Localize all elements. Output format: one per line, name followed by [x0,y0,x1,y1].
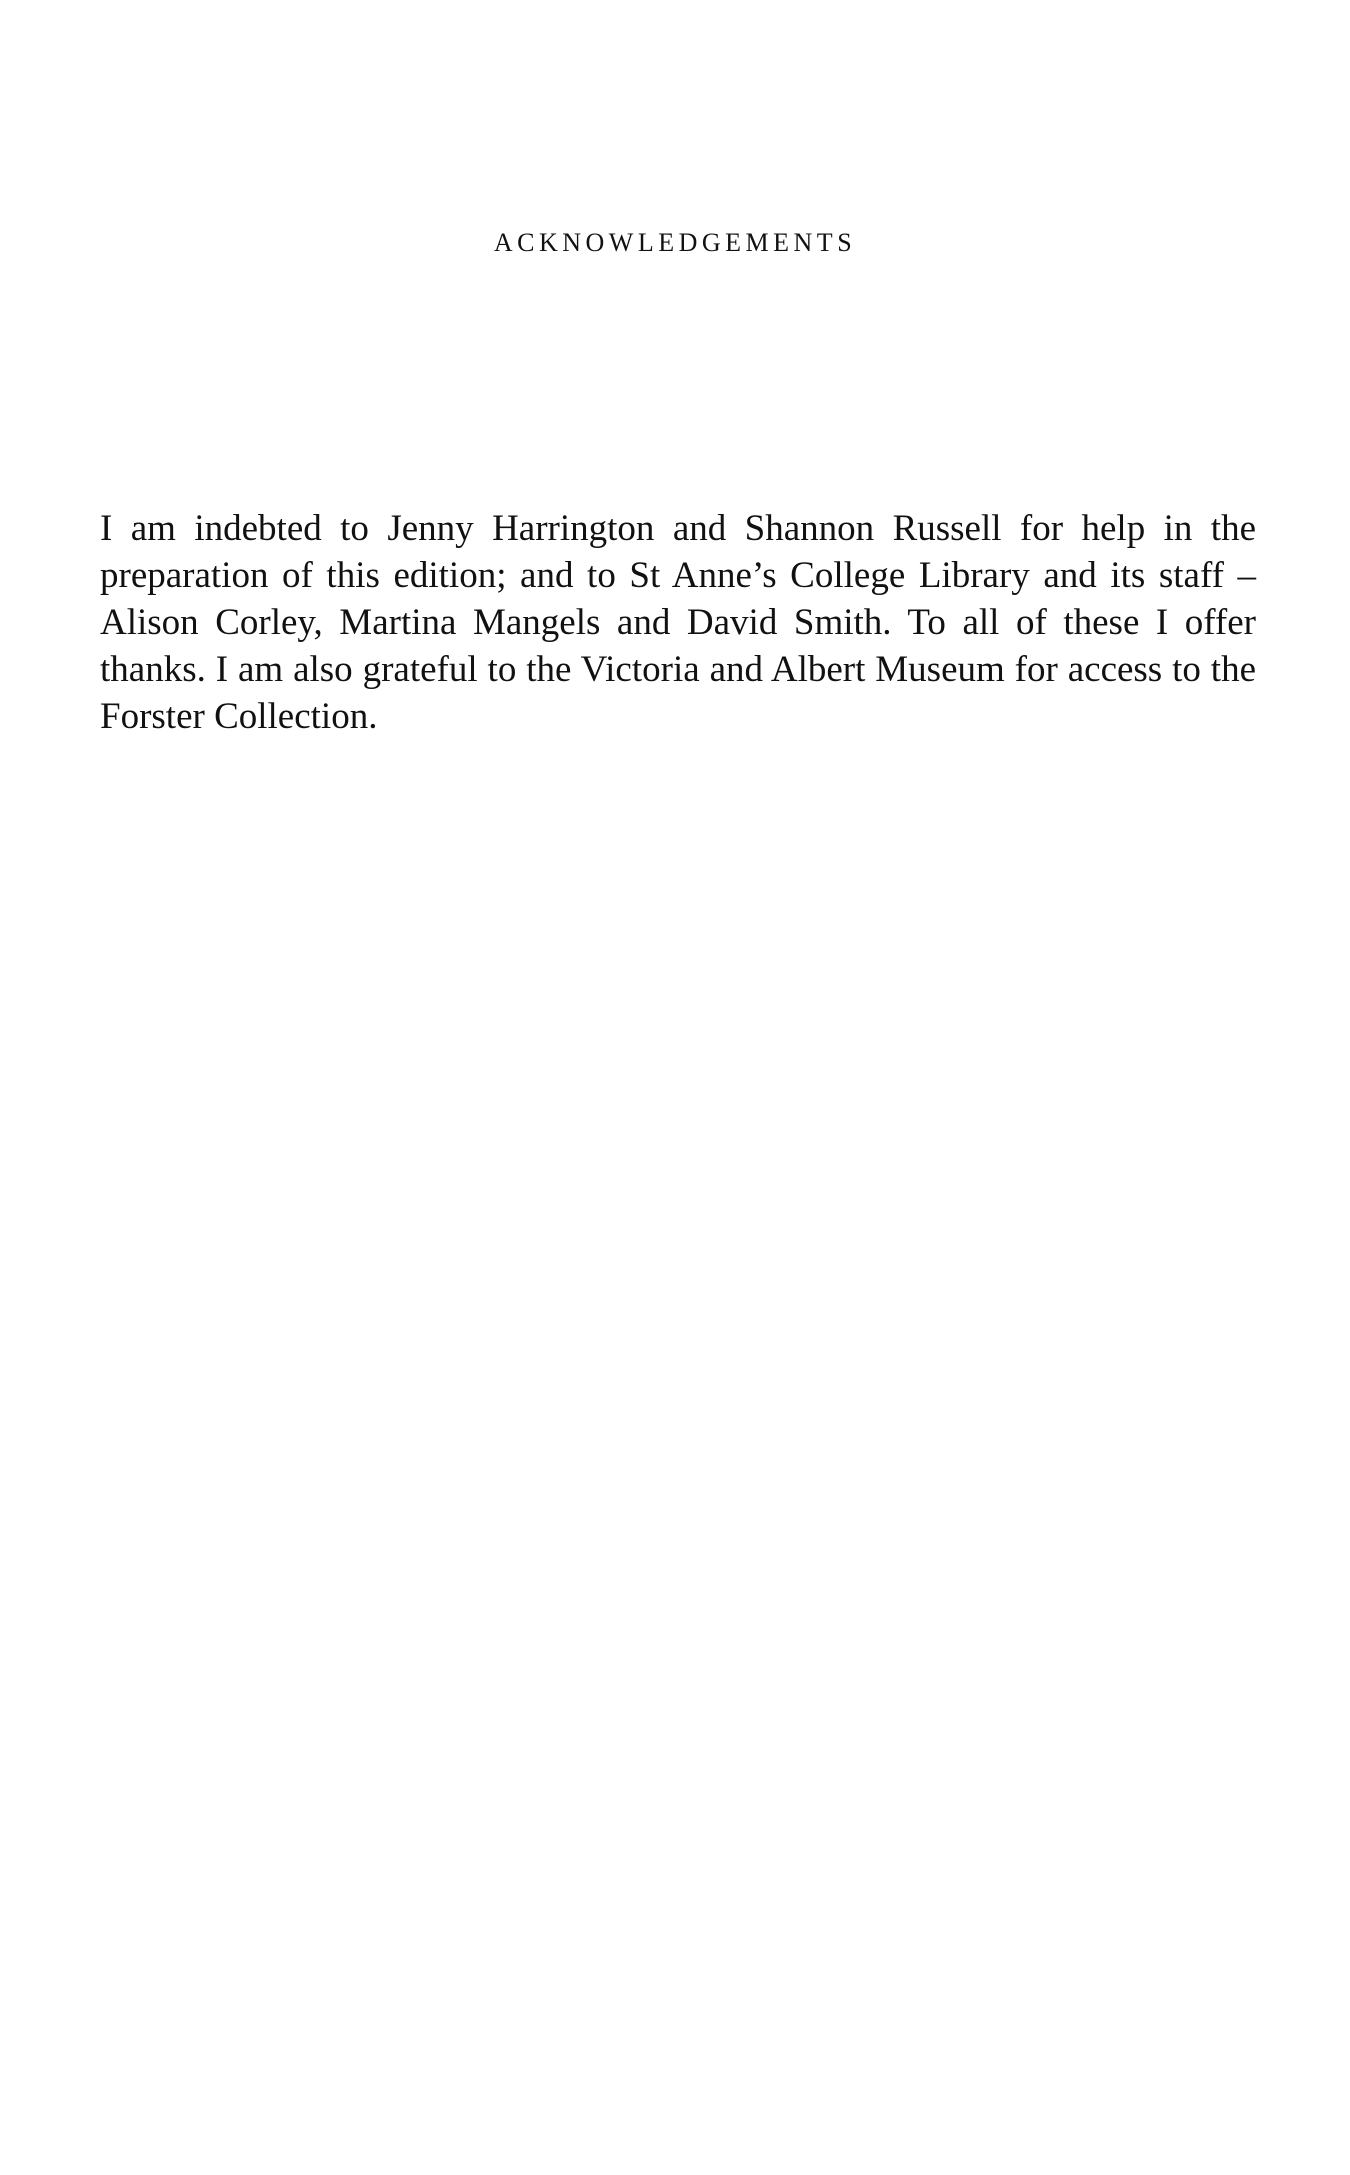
acknowledgements-paragraph: I am indebted to Jenny Harrington and Shannon Russell for help in the preparation of this edition; and to St Anne’s College Library and its staff – Alison Corley, Martina Mangels and David Smith. To all of these I offer thanks. I am also grateful to the Victoria and Albert Museum for access to the Forster Collection. [100,508,1256,737]
page-heading: ACKNOWLEDGEMENTS [493,228,857,257]
